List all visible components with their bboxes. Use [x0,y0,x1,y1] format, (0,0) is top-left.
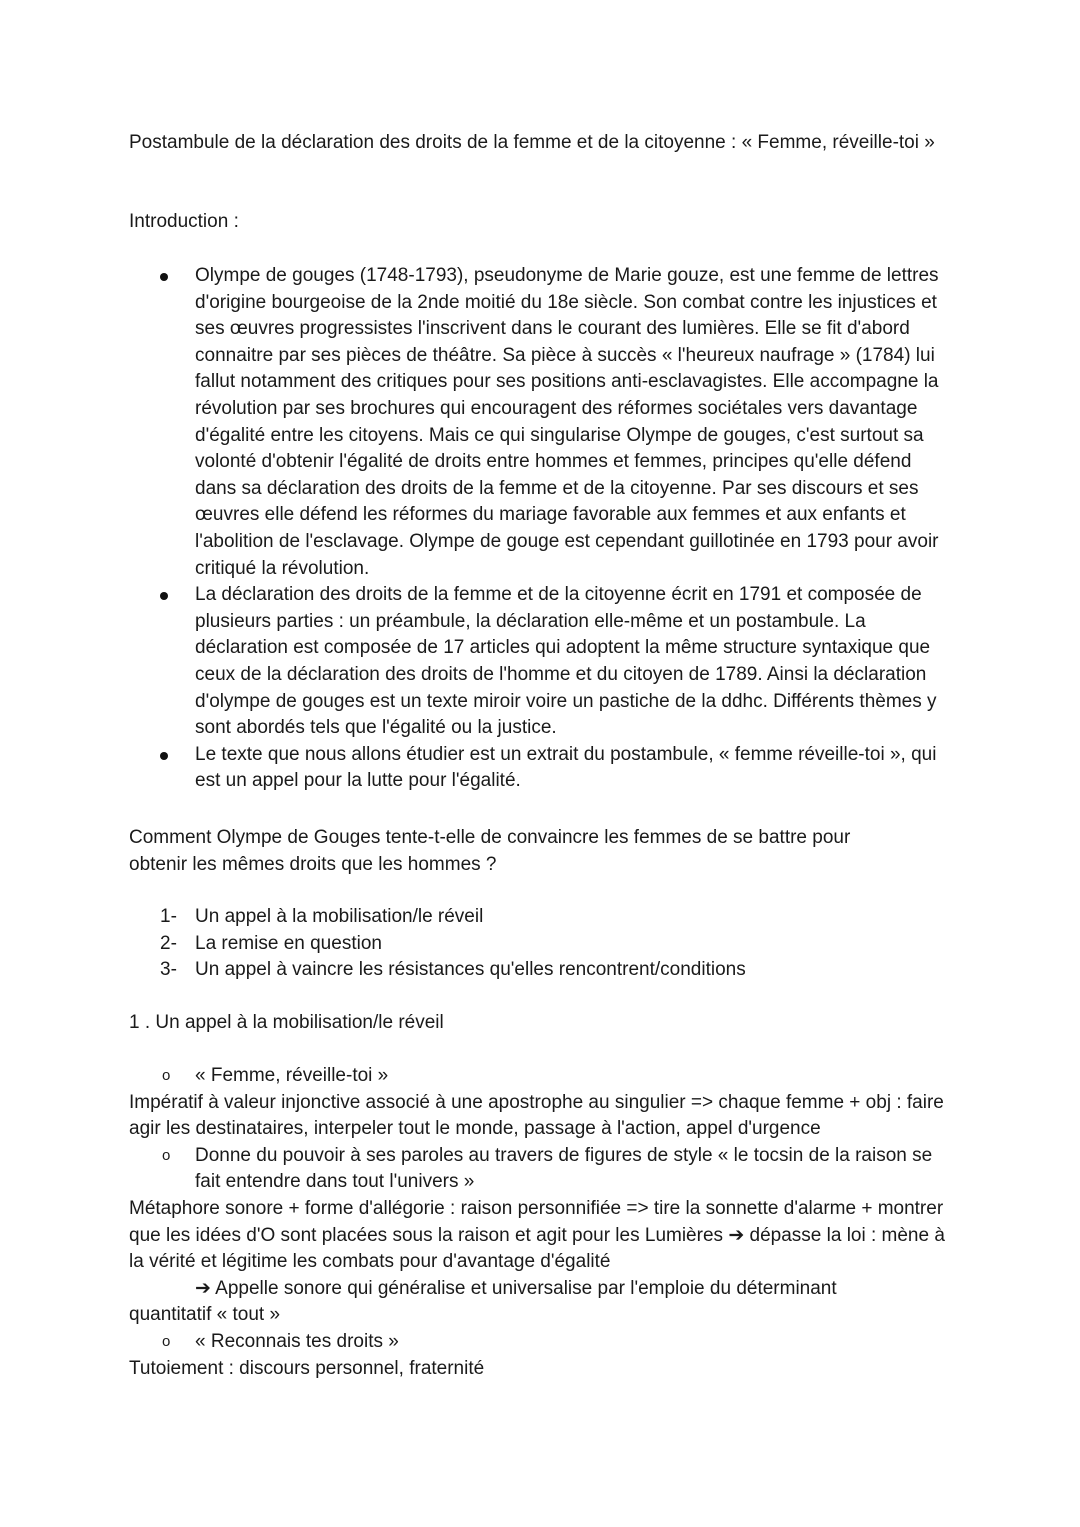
list-item [195,582,955,742]
bullet-icon [160,592,168,600]
plan-label: Un appel à vaincre les résistances qu'elles rencontrent/conditions [195,959,746,981]
arrow-right-icon: ➔ [195,1277,211,1299]
sub-point [129,1143,959,1196]
arrow-right-icon: ➔ [728,1224,745,1246]
analysis-paragraph: Impératif à valeur injonctive associé à une apostrophe au singulier => chaque femme + obj : faire agir les destinataires, interpeler tout le monde, passage à l'action, appel d'urgence [129,1091,944,1140]
circle-bullet-icon: o [162,1332,171,1350]
analysis-paragraph [129,1196,959,1276]
sub-point-text: « Reconnais tes droits » [195,1330,399,1352]
document-title: Postambule de la déclaration des droits de la femme et de la citoyenne : « Femme, réveille-toi » [129,132,935,153]
sub-point-text: « Femme, réveille-toi » [195,1065,389,1086]
plan-item [160,931,746,958]
list-item [195,742,955,795]
circle-bullet-icon: o [162,1146,171,1164]
plan-item [160,957,746,984]
list-item [195,263,955,582]
sub-point [129,1063,959,1090]
circle-bullet-icon: o [162,1067,171,1084]
arrow-conclusion [129,1276,959,1303]
bullet-text: Olympe de gouges (1748-1793), pseudonyme de Marie gouze, est une femme de lettres d'origine bourgeoise de la 2nde moitié du 18e siècle. Son combat contre les injustices et ses œuvres progressistes l'inscrivent dans le courant des lumières. Elle se fit d'abord connaitre par ses pièces de théâtre. Sa pièce à succès « l'heureux naufrage » (1784) lui fallut notamment des critiques pour ses positions anti-esclavagistes. Elle accompagne la révolution par ses brochures qui encouragent des réformes sociétales vers davantage d'égalité entre les citoyens. Mais ce qui singularise Olympe de gouges, c'est surtout sa volonté d'obtenir l'égalité de droits entre hommes et femmes, principes qu'elle défend dans sa déclaration des droits de la femme et de la citoyenne. Par ses discours et ses œuvres elle défend les réformes du mariage favorable aux femmes et aux enfants et l'abolition de l'esclavage. Olympe de gouge est cependant guillotinée en 1793 pour avoir critiqué la révolution. [195,265,939,579]
intro-bullet-list [195,263,955,795]
analysis-paragraph: quantitatif « tout » [129,1304,281,1326]
bullet-text: La déclaration des droits de la femme et de la citoyenne écrit en 1791 et composée de plusieurs parties : un préambule, la déclaration elle-même et un postambule. La déclaration est composée de 17 articles qui adoptent la même structure syntaxique que ceux de la déclaration des droits de l'homme et du citoyen de 1789. Ainsi la déclaration d'olympe de gouges est un texte miroir voire un pastiche de la ddhc. Différents thèmes y sont abordés tels que l'égalité ou la justice. [195,584,937,739]
analysis-paragraph: Tutoiement : discours personnel, fraternité [129,1357,485,1379]
intro-heading: Introduction : [129,211,239,232]
sub-point [129,1329,959,1356]
bullet-icon [160,752,168,760]
bullet-text: Le texte que nous allons étudier est un extrait du postambule, « femme réveille-toi », qui est un appel pour la lutte pour l'égalité. [195,743,937,792]
plan-label: Un appel à la mobilisation/le réveil [195,906,484,927]
plan-number: 2- [160,932,177,954]
analysis-text: dépasse la loi : mène à la vérité et légitime les combats pour d'avantage d'égalité [129,1224,945,1273]
plan-list [160,904,746,984]
bullet-icon [160,273,168,281]
plan-number: 1- [160,906,177,927]
plan-number: 3- [160,959,177,981]
plan-item [160,904,746,931]
analysis-text: Appelle sonore qui généralise et universalise par l'emploie du déterminant [215,1277,837,1299]
problematique: Comment Olympe de Gouges tente-t-elle de convaincre les femmes de se battre pour obtenir les mêmes droits que les hommes ? [129,827,851,875]
plan-label: La remise en question [195,932,382,954]
section-heading: 1 . Un appel à la mobilisation/le réveil [129,1012,444,1033]
sub-point-text: Donne du pouvoir à ses paroles au travers de figures de style « le tocsin de la raison se fait entendre dans tout l'univers » [195,1144,933,1193]
analysis-text: Métaphore sonore + forme d'allégorie : raison personnifiée => tire la sonnette d'alarme + montrer que les idées d'O sont placées sous la raison et agit pour les Lumières [129,1197,944,1246]
analysis-block [129,1063,959,1382]
